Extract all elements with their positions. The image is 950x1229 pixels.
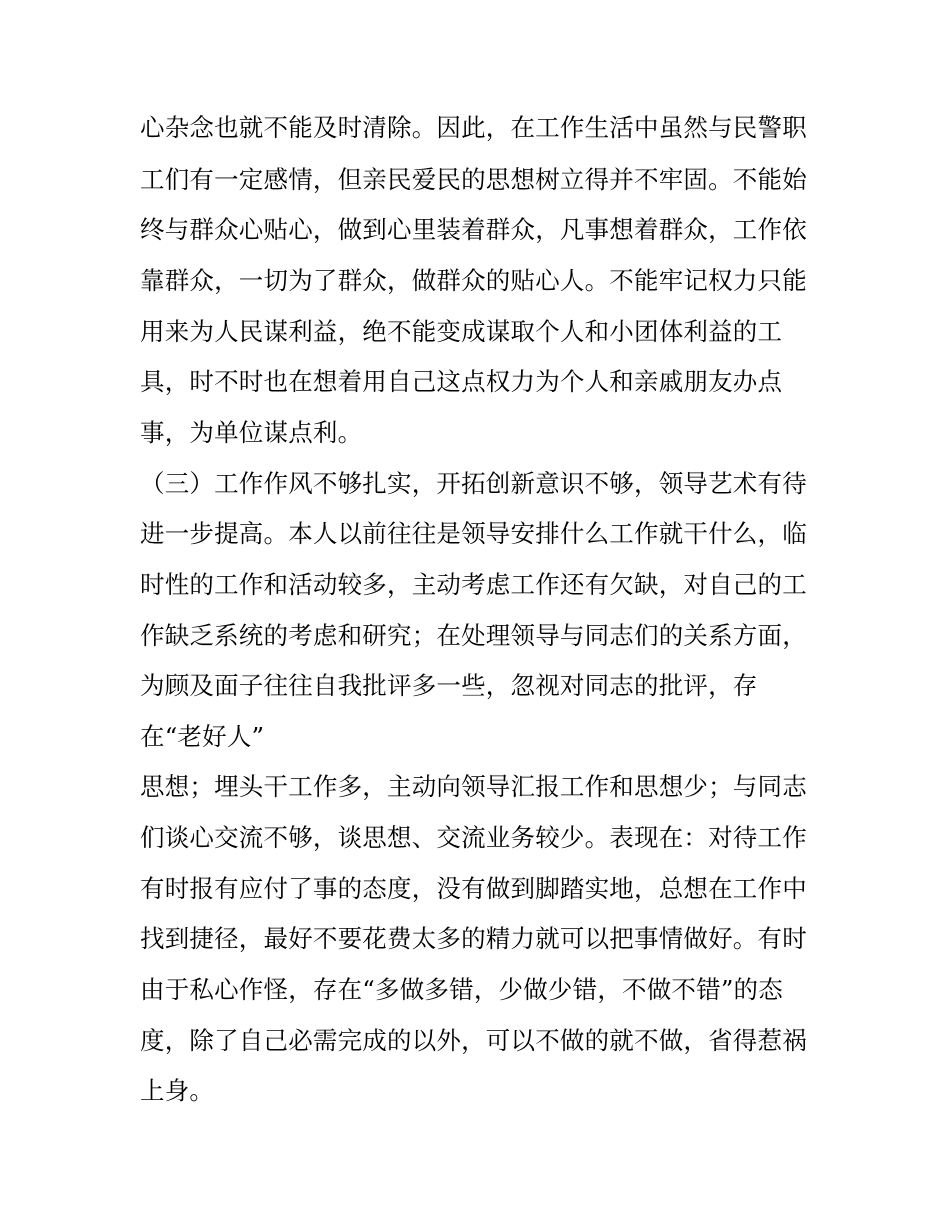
text-line: 靠群众，一切为了群众，做群众的贴心人。不能牢记权力只能 [140, 266, 807, 295]
text-line: 时性的工作和活动较多，主动考虑工作还有欠缺，对自己的工 [140, 570, 807, 599]
text-line: 度，除了自己必需完成的以外，可以不做的就不做，省得惹祸 [140, 1026, 807, 1055]
text-line: 用来为人民谋利益，绝不能变成谋取个人和小团体利益的工 [140, 317, 783, 346]
text-line: 心杂念也就不能及时清除。因此，在工作生活中虽然与民警职 [140, 113, 807, 142]
text-line: 在“老好人” [140, 722, 265, 751]
text-line: 们谈心交流不够，谈思想、交流业务较少。表现在：对待工作 [140, 823, 807, 852]
text-line: 找到捷径，最好不要花费太多的精力就可以把事情做好。有时 [140, 924, 807, 953]
text-line: 工们有一定感情，但亲民爱民的思想树立得并不牢固。不能始 [140, 165, 807, 194]
text-line: 有时报有应付了事的态度，没有做到脚踏实地，总想在工作中 [140, 874, 807, 903]
text-line: 进一步提高。本人以前往往是领导安排什么工作就干什么，临 [140, 519, 807, 548]
text-line: 由于私心作怪，存在“多做多错，少做少错，不做不错”的态 [140, 975, 783, 1004]
text-line: 为顾及面子往往自我批评多一些，忽视对同志的批评，存 [140, 671, 758, 700]
text-line: 思想；埋头干工作多，主动向领导汇报工作和思想少；与同志 [140, 772, 807, 801]
section-heading-line: （三）工作作风不够扎实，开拓创新意识不够，领导艺术有待 [140, 469, 807, 498]
text-line: 事，为单位谋点利。 [140, 418, 363, 447]
text-line: 终与群众心贴心，做到心里装着群众，凡事想着群众，工作依 [140, 215, 807, 244]
text-line: 上身。 [140, 1076, 215, 1105]
text-line: 作缺乏系统的考虑和研究；在处理领导与同志们的关系方面， [140, 621, 807, 650]
text-line: 具，时不时也在想着用自己这点权力为个人和亲戚朋友办点 [140, 367, 783, 396]
